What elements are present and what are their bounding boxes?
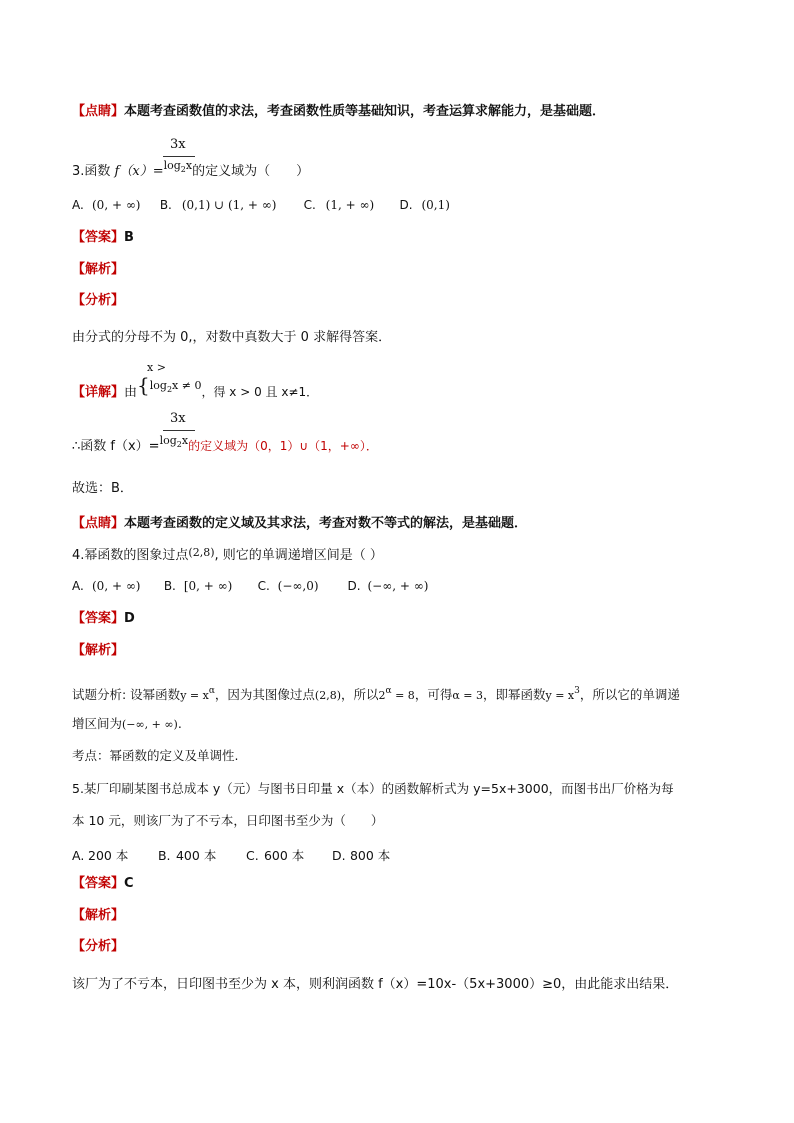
q3-option-a-label: A. [72, 198, 84, 212]
q4-option-a-label: A. [72, 579, 84, 593]
q3-system-line1: x > [147, 361, 166, 374]
q3-numerator: 3x [170, 137, 186, 152]
q3-option-a: (0, + ∞) [92, 198, 141, 212]
q3-option-b: (0,1) ∪ (1, + ∞) [181, 198, 277, 212]
answer-value: C [124, 876, 134, 891]
q4-solution-line1: 试题分析: 设幂函数$y = x^\alpha$，因为其图像过点(2,8)，所以$2^\alpha = 8$，可得α = 3，即幂函数$y = x^3$，所以它的单调递 [72, 686, 680, 702]
q2-comment [72, 103, 605, 121]
q5-stem-line2: 本 10 元，则该厂为了不亏本，日印图书至少为（ ） [72, 813, 384, 828]
q3-option-b-label: B. [159, 198, 172, 212]
therefore-denominator: log2x [159, 434, 189, 449]
q5-option-b: 400 本 [175, 848, 217, 863]
q3-stem [72, 159, 310, 185]
q4-stem-suffix: , 则它的单调递增区间是（ ） [214, 548, 383, 563]
q3-suffix: 的定义域为（ ） [192, 164, 310, 179]
q5-option-d-label: D. [331, 848, 346, 863]
q5-analysis-tag: 【解析】 [72, 908, 125, 923]
q5-option-c: 600 本 [263, 848, 305, 863]
q3-option-d: (0,1) [421, 198, 450, 212]
q3-prefix: 3.函数 [72, 164, 115, 179]
q3-option-d-label: D. [399, 198, 413, 212]
q5-option-a: 200 本 [88, 848, 129, 863]
comment-tag: 【点睛】 [72, 104, 125, 119]
q3-detail [72, 373, 319, 406]
therefore-prefix: ∴函数 f（x）= [72, 439, 160, 454]
comment-text: 本题考查函数的定义域及其求法，考查对数不等式的解法，是基础题． [124, 516, 528, 531]
q4-option-d-label: D. [347, 579, 361, 593]
q3-denominator: log2x [163, 159, 193, 174]
q4-option-b: [0, + ∞) [183, 579, 233, 593]
q5-stem-line1: 5.某厂印刷某图书总成本 y（元）与图书日印量 x（本）的函数解析式为 y=5x+3000，而图书出厂价格为每 [72, 781, 674, 796]
answer-tag: 【答案】 [72, 876, 125, 891]
q3-option-c-label: C. [303, 198, 316, 212]
q3-func: f（x）= [114, 164, 164, 179]
q4-option-c-label: C. [257, 579, 270, 593]
q3-system-line2: log2x ≠ 0 [149, 379, 202, 394]
q4-solution-line2: 增区间为(−∞, + ∞). [72, 716, 182, 731]
q3-therefore-bar [163, 430, 195, 431]
comment-text: 本题考查函数值的求法，考查函数性质等基础知识，考查运算求解能力，是基础题． [124, 104, 606, 119]
q4-option-d: (−∞, + ∞) [367, 579, 429, 593]
q5-option-d: 800 本 [349, 848, 391, 863]
q4-option-a: (0, + ∞) [92, 579, 141, 593]
q4-option-c: (−∞,0) [277, 579, 319, 593]
q4-stem [72, 547, 383, 565]
q3-therefore-numerator: 3x [170, 411, 186, 426]
detail-lead: 由 [124, 385, 138, 400]
answer-tag: 【答案】 [72, 230, 125, 245]
q3-options [72, 198, 450, 212]
therefore-suffix: 的定义域为（0，1）∪（1，+∞）． [188, 439, 378, 453]
system-brace: { [137, 373, 150, 397]
q5-option-b-label: B. [157, 848, 171, 863]
q4-options [72, 579, 428, 593]
detail-result: ，得 x > 0 且 x≠1． [201, 385, 319, 399]
q5-answer [72, 875, 134, 893]
q3-comment [72, 515, 527, 533]
answer-tag: 【答案】 [72, 611, 125, 626]
q3-therefore [72, 434, 378, 460]
comment-tag: 【点睛】 [72, 516, 125, 531]
q4-stem-point: (2,8) [188, 546, 215, 559]
detail-tag: 【详解】 [72, 385, 125, 400]
q3-fraction-bar [163, 156, 195, 157]
q4-answer [72, 610, 135, 628]
q3-answer [72, 229, 134, 247]
answer-value: D [124, 611, 135, 626]
q4-option-b-label: B. [163, 579, 176, 593]
q3-fenxi-text: 由分式的分母不为 0,，对数中真数大于 0 求解得答案． [72, 330, 392, 345]
q5-option-c-label: C. [245, 848, 259, 863]
q5-fenxi-tag: 【分析】 [72, 939, 125, 954]
q4-kaodian: 考点：幂函数的定义及单调性. [72, 748, 239, 763]
q3-analysis-tag: 【解析】 [72, 262, 125, 277]
answer-value: B [124, 230, 134, 245]
q3-choice: 故选：B． [72, 481, 133, 496]
q3-fenxi-tag: 【分析】 [72, 293, 125, 308]
q3-option-c: (1, + ∞) [325, 198, 375, 212]
q4-stem-prefix: 4.幂函数的图象过点 [72, 548, 189, 563]
q5-option-a-label: A. [72, 848, 85, 863]
q4-analysis-tag: 【解析】 [72, 643, 125, 658]
q5-fenxi-text: 该厂为了不亏本，日印图书至少为 x 本，则利润函数 f（x）=10x-（5x+3000）≥0，由此能求出结果． [72, 977, 679, 992]
q5-options [72, 846, 390, 864]
